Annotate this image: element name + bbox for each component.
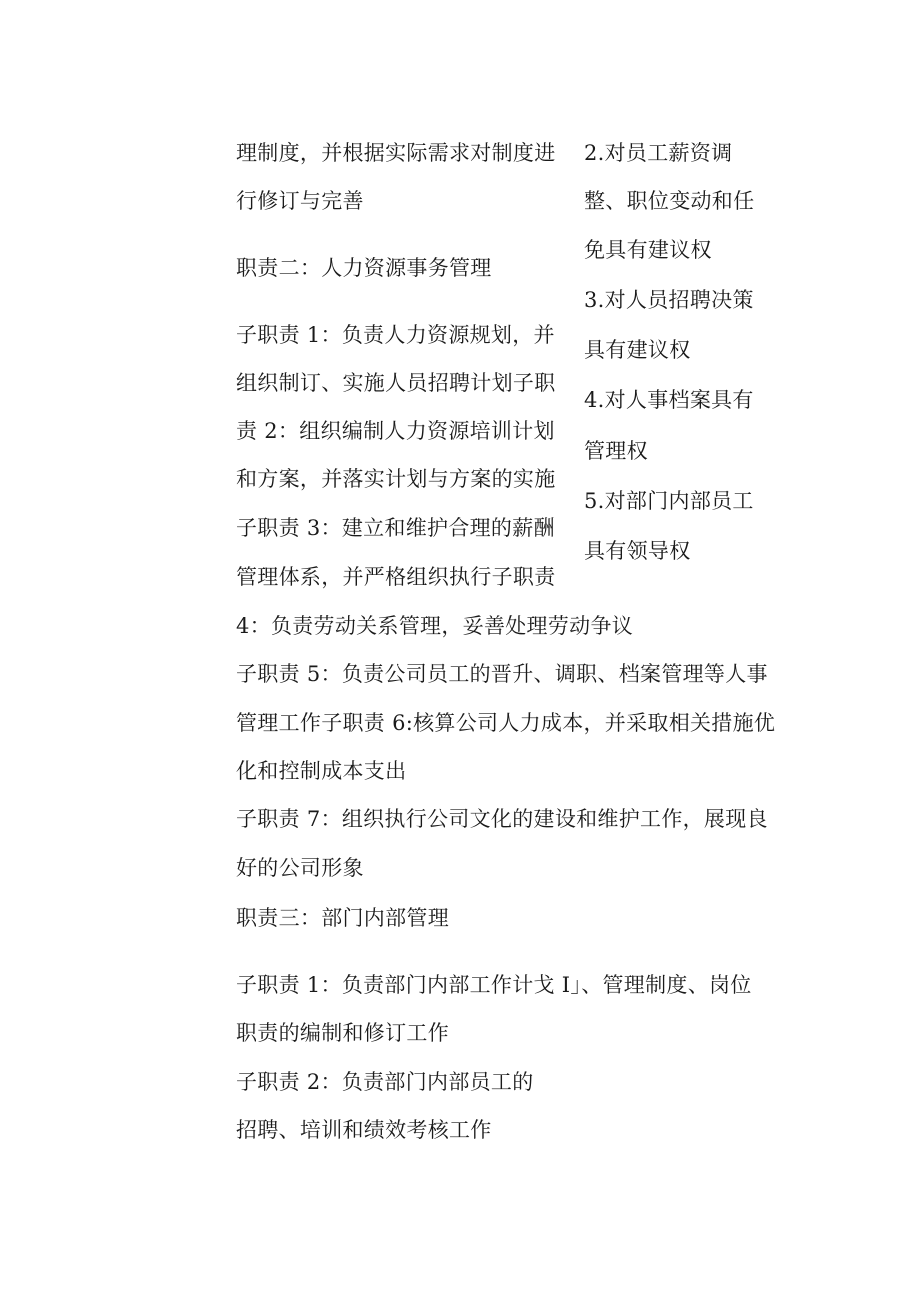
text-line: 行修订与完善 bbox=[236, 189, 364, 213]
text-line: 子职责 3：建立和维护合理的薪酬 bbox=[236, 516, 555, 540]
text-line: 职责的编制和修订工作 bbox=[236, 1021, 449, 1045]
section-heading: 职责三：部门内部管理 bbox=[236, 906, 449, 930]
text-line: 子职责 2：负责部门内部员工的 bbox=[236, 1070, 534, 1094]
text-line: 责 2：组织编制人力资源培训计划 bbox=[236, 419, 555, 443]
text-line: 管理工作子职责 6:核算公司人力成本，并采取相关措施优 bbox=[236, 711, 776, 735]
text-line: 子职责 1：负责部门内部工作计戈 I」、管理制度、岗位 bbox=[236, 973, 752, 997]
authority-item: 具有建议权 bbox=[584, 338, 691, 362]
text-line: 管理体系，并严格组织执行子职责 bbox=[236, 565, 556, 589]
authority-item: 整、职位变动和任 bbox=[584, 189, 755, 213]
text-line: 好的公司形象 bbox=[236, 856, 364, 880]
authority-item: 免具有建议权 bbox=[584, 238, 712, 262]
section-heading: 职责二：人力资源事务管理 bbox=[236, 256, 492, 280]
authority-item: 2.对员工薪资调 bbox=[584, 141, 733, 165]
authority-item: 5.对部门内部员工 bbox=[584, 489, 754, 513]
text-line: 组织制订、实施人员招聘计划子职 bbox=[236, 371, 556, 395]
text-line: 化和控制成本支出 bbox=[236, 759, 407, 783]
text-line: 子职责 5：负责公司员工的晋升、调职、档案管理等人事 bbox=[236, 662, 768, 686]
text-line: 招聘、培训和绩效考核工作 bbox=[236, 1118, 492, 1142]
authority-item: 具有领导权 bbox=[584, 539, 691, 563]
authority-item: 3.对人员招聘决策 bbox=[584, 288, 754, 312]
authority-item: 管理权 bbox=[584, 439, 648, 463]
text-line: 4：负责劳动关系管理，妥善处理劳动争议 bbox=[236, 614, 634, 638]
text-line: 子职责 7：组织执行公司文化的建设和维护工作，展现良 bbox=[236, 807, 768, 831]
text-line: 理制度，并根据实际需求对制度进 bbox=[236, 141, 556, 165]
authority-item: 4.对人事档案具有 bbox=[584, 388, 754, 412]
text-line: 和方案，并落实计划与方案的实施 bbox=[236, 467, 556, 491]
text-line: 子职责 1：负责人力资源规划，并 bbox=[236, 323, 555, 347]
